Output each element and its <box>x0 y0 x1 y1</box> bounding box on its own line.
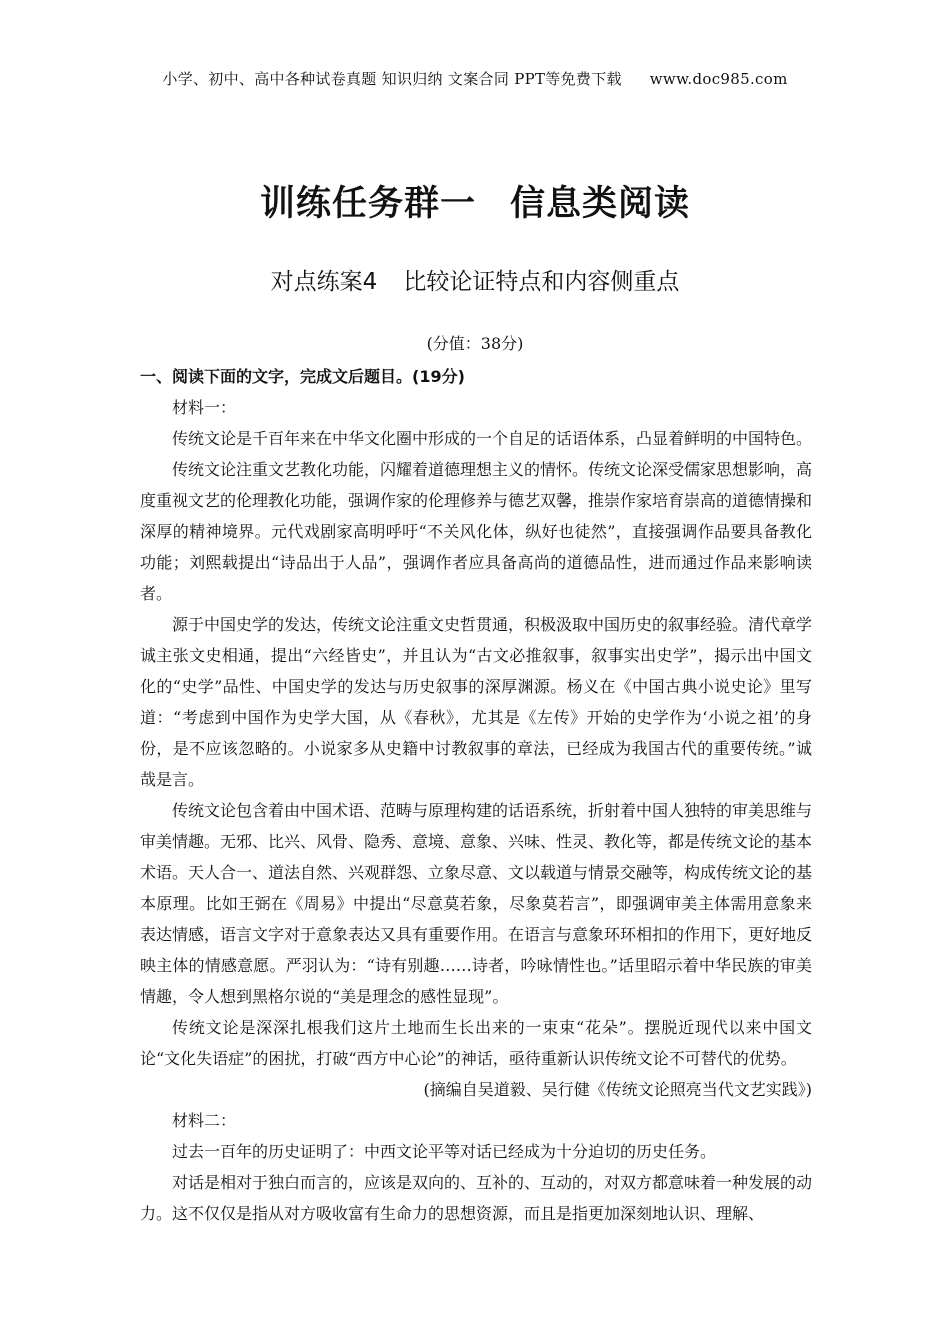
subtitle-part2: 比较论证特点和内容侧重点 <box>403 269 680 295</box>
material2-paragraph: 对话是相对于独白而言的，应该是双向的、互补的、互动的，对双方都意味着一种发展的动力。这不仅仅是指从对方吸收富有生命力的思想资源，而且是指更加深刻地认识、理解、 <box>140 1173 813 1223</box>
title-part2: 信息类阅读 <box>510 184 691 224</box>
header-site[interactable]: www.doc985.com <box>649 70 788 88</box>
score-line: (分值：38分) <box>426 334 524 353</box>
question-heading: 一、阅读下面的文字，完成文后题目。(19分) <box>140 367 465 386</box>
title-part1: 训练任务群一 <box>259 184 476 224</box>
header-text: 小学、初中、高中各种试卷真题 知识归纳 文案合同 PPT等免费下载 <box>162 70 622 88</box>
material2-paragraph: 过去一百年的历史证明了：中西文论平等对话已经成为十分迫切的历史任务。 <box>172 1142 717 1161</box>
material1-source: (摘编自吴道毅、吴行健《传统文论照亮当代文艺实践》) <box>423 1080 812 1099</box>
page-subtitle <box>0 263 950 296</box>
material1-paragraph: 传统文论是深深扎根我们这片土地而生长出来的一束束“花朵”。摆脱近现代以来中国文论“文化失语症”的困扰，打破“西方中心论”的神话，亟待重新认识传统文论不可替代的优势。 <box>140 1018 812 1068</box>
material1-paragraph: 源于中国史学的发达，传统文论注重文史哲贯通，积极汲取中国历史的叙事经验。清代章学诚主张文史相通，提出“六经皆史”，并且认为“古文必推叙事，叙事实出史学”，揭示出中国文化的“史学”品性、中国史学的发达与历史叙事的深厚渊源。杨义在《中国古典小说史论》里写道：“考虑到中国作为史学大国，从《春秋》，尤其是《左传》开始的史学作为‘小说之祖’的身份，是不应该忽略的。小说家多从史籍中讨教叙事的章法，已经成为我国古代的重要传统。”诚哉是言。 <box>140 615 813 789</box>
subtitle-part1: 对点练案4 <box>270 269 378 295</box>
page-title <box>0 176 950 226</box>
material1-label: 材料一： <box>172 398 237 417</box>
page-header <box>0 68 950 89</box>
material2-label: 材料二： <box>172 1111 237 1130</box>
material1-paragraph: 传统文论是千百年来在中华文化圈中形成的一个自足的话语体系，凸显着鲜明的中国特色。 <box>172 429 813 448</box>
document-body <box>140 361 812 1229</box>
material1-paragraph: 传统文论注重文艺教化功能，闪耀着道德理想主义的情怀。传统文论深受儒家思想影响，高度重视文艺的伦理教化功能，强调作家的伦理修养与德艺双馨，推崇作家培育崇高的道德情操和深厚的精神境界。元代戏剧家高明呼吁“不关风化体，纵好也徒然”，直接强调作品要具备教化功能；刘熙载提出“诗品出于人品”，强调作者应具备高尚的道德品性，进而通过作品来影响读者。 <box>140 460 813 603</box>
material1-paragraph: 传统文论包含着由中国术语、范畴与原理构建的话语系统，折射着中国人独特的审美思维与审美情趣。无邪、比兴、风骨、隐秀、意境、意象、兴味、性灵、教化等，都是传统文论的基本术语。天人合一、道法自然、兴观群怨、立象尽意、文以载道与情景交融等，构成传统文论的基本原理。比如王弼在《周易》中提出“尽意莫若象，尽象莫若言”，即强调审美主体需用意象来表达情感，语言文字对于意象表达又具有重要作用。在语言与意象环环相扣的作用下，更好地反映主体的情感意愿。严羽认为：“诗有别趣……诗者，吟咏情性也。”话里昭示着中华民族的审美情趣，令人想到黑格尔说的“美是理念的感性显现”。 <box>140 801 813 1006</box>
